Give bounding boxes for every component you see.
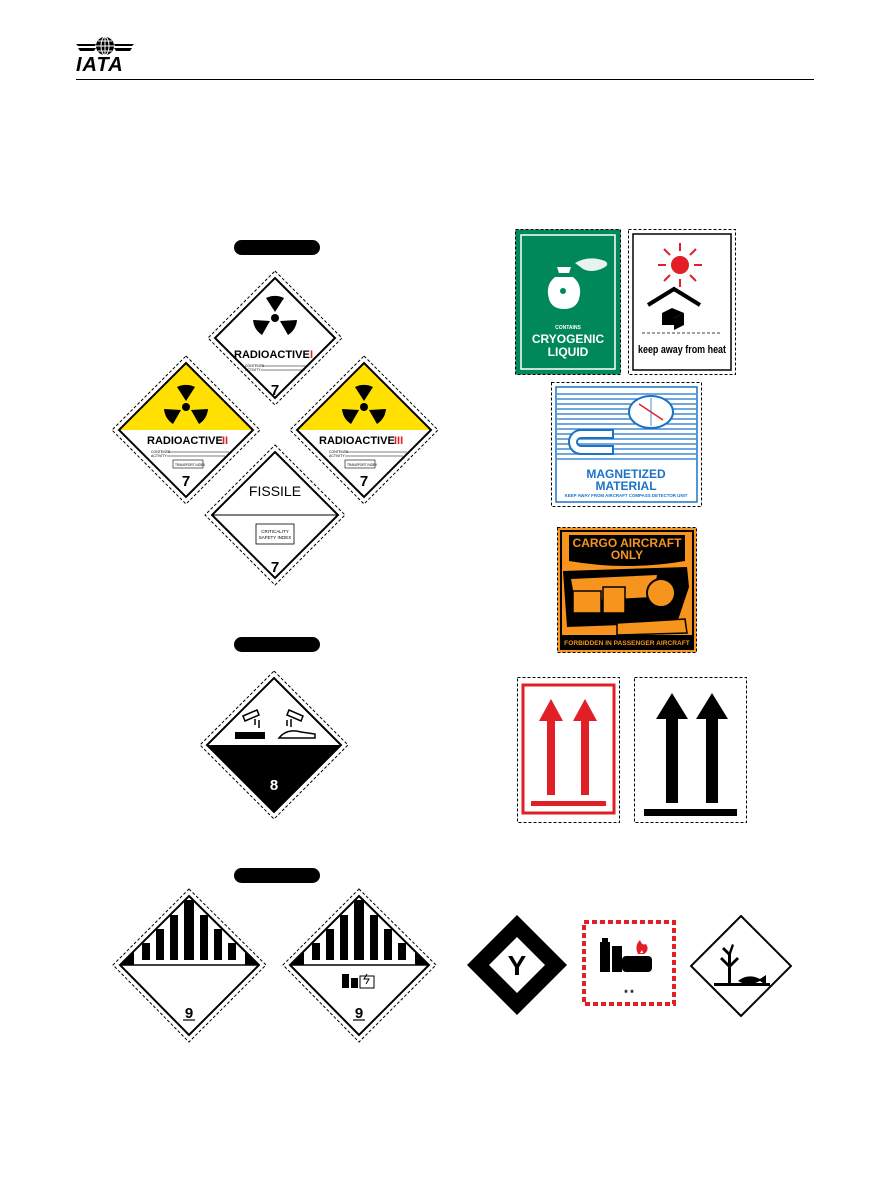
svg-text:CONTENTS: CONTENTS: [151, 450, 171, 454]
fissile-text: FISSILE: [248, 483, 302, 499]
svg-text:TRANSPORT INDEX: TRANSPORT INDEX: [347, 463, 378, 467]
logo-text: IATA: [76, 54, 124, 76]
radioactive-iii-text: RADIOACTIVE: [319, 435, 395, 447]
forbidden-passenger-text: FORBIDDEN IN PASSENGER AIRCRAFT: [564, 640, 690, 647]
fissile-label: [204, 444, 346, 586]
svg-text:7: 7: [359, 473, 369, 490]
magnetized-text: MAGNETIZED: [586, 467, 666, 481]
keep-away-from-heat-label: [628, 229, 736, 375]
svg-text:ACTIVITY: ACTIVITY: [151, 454, 167, 458]
section-marker-class7: [234, 240, 320, 255]
svg-text:ACTIVITY: ACTIVITY: [329, 454, 345, 458]
safety-index-text: SAFETY INDEX: [258, 535, 292, 540]
keep-away-text: keep away from heat: [638, 344, 727, 356]
contains-text: CONTAINS: [555, 325, 581, 331]
activity-text: ACTIVITY: [245, 368, 261, 372]
cryogenic-text: CRYOGENIC: [531, 332, 605, 346]
transport-index-text: TRANSPORT INDEX: [175, 463, 206, 467]
limited-quantity-y-label: [466, 914, 568, 1016]
environmentally-hazardous-mark: [690, 915, 792, 1017]
contents-text: CONTENTS: [245, 364, 265, 368]
radioactive-ii-roman: II: [222, 435, 229, 447]
radioactive-ii-text: RADIOACTIVE: [147, 435, 223, 447]
header-rule: [76, 79, 814, 80]
iata-logo: [74, 34, 136, 76]
svg-text:CONTENTS: CONTENTS: [329, 450, 349, 454]
orientation-arrows-red-label: [517, 677, 620, 823]
aircraft-loading-icon: [563, 567, 689, 635]
class-7-number: 7: [270, 382, 280, 399]
sun-icon: [658, 243, 702, 287]
lithium-battery-mark: [582, 920, 676, 1006]
compass-icon: [629, 396, 673, 428]
radioactive-iii-roman: III: [394, 435, 404, 447]
class9-label: [112, 888, 267, 1043]
magnetized-material-label: [551, 382, 702, 507]
svg-text:7: 7: [181, 473, 191, 490]
section-marker-class9: [234, 868, 320, 883]
cryogenic-liquid-label: [515, 229, 621, 375]
corrosive-label: [199, 670, 349, 820]
class-9-number: 9: [184, 1005, 194, 1022]
svg-text:7: 7: [270, 559, 280, 576]
material-text: MATERIAL: [595, 479, 657, 493]
class-9-battery-number: 9: [354, 1005, 364, 1022]
criticality-text: CRITICALITY: [261, 529, 289, 534]
class-8-number: 8: [269, 777, 279, 794]
section-marker-class8: [234, 637, 320, 652]
cargo-aircraft-only-label: [557, 527, 697, 653]
liquid-text: LIQUID: [547, 345, 589, 359]
only-text: ONLY: [610, 548, 644, 562]
radioactive-i-roman: I: [310, 349, 314, 361]
radioactive-i-text: RADIOACTIVE: [234, 349, 310, 361]
stars-text: * *: [624, 988, 634, 998]
compass-warning-text: KEEP AWAY FROM AIRCRAFT COMPASS DETECTOR UNIT: [564, 493, 688, 498]
orientation-arrows-black-label: [634, 677, 747, 823]
cargo-aircraft-text: CARGO AIRCRAFT: [572, 536, 682, 550]
limited-quantity-letter: Y: [507, 950, 527, 981]
class9-lithium-label: [282, 888, 437, 1043]
